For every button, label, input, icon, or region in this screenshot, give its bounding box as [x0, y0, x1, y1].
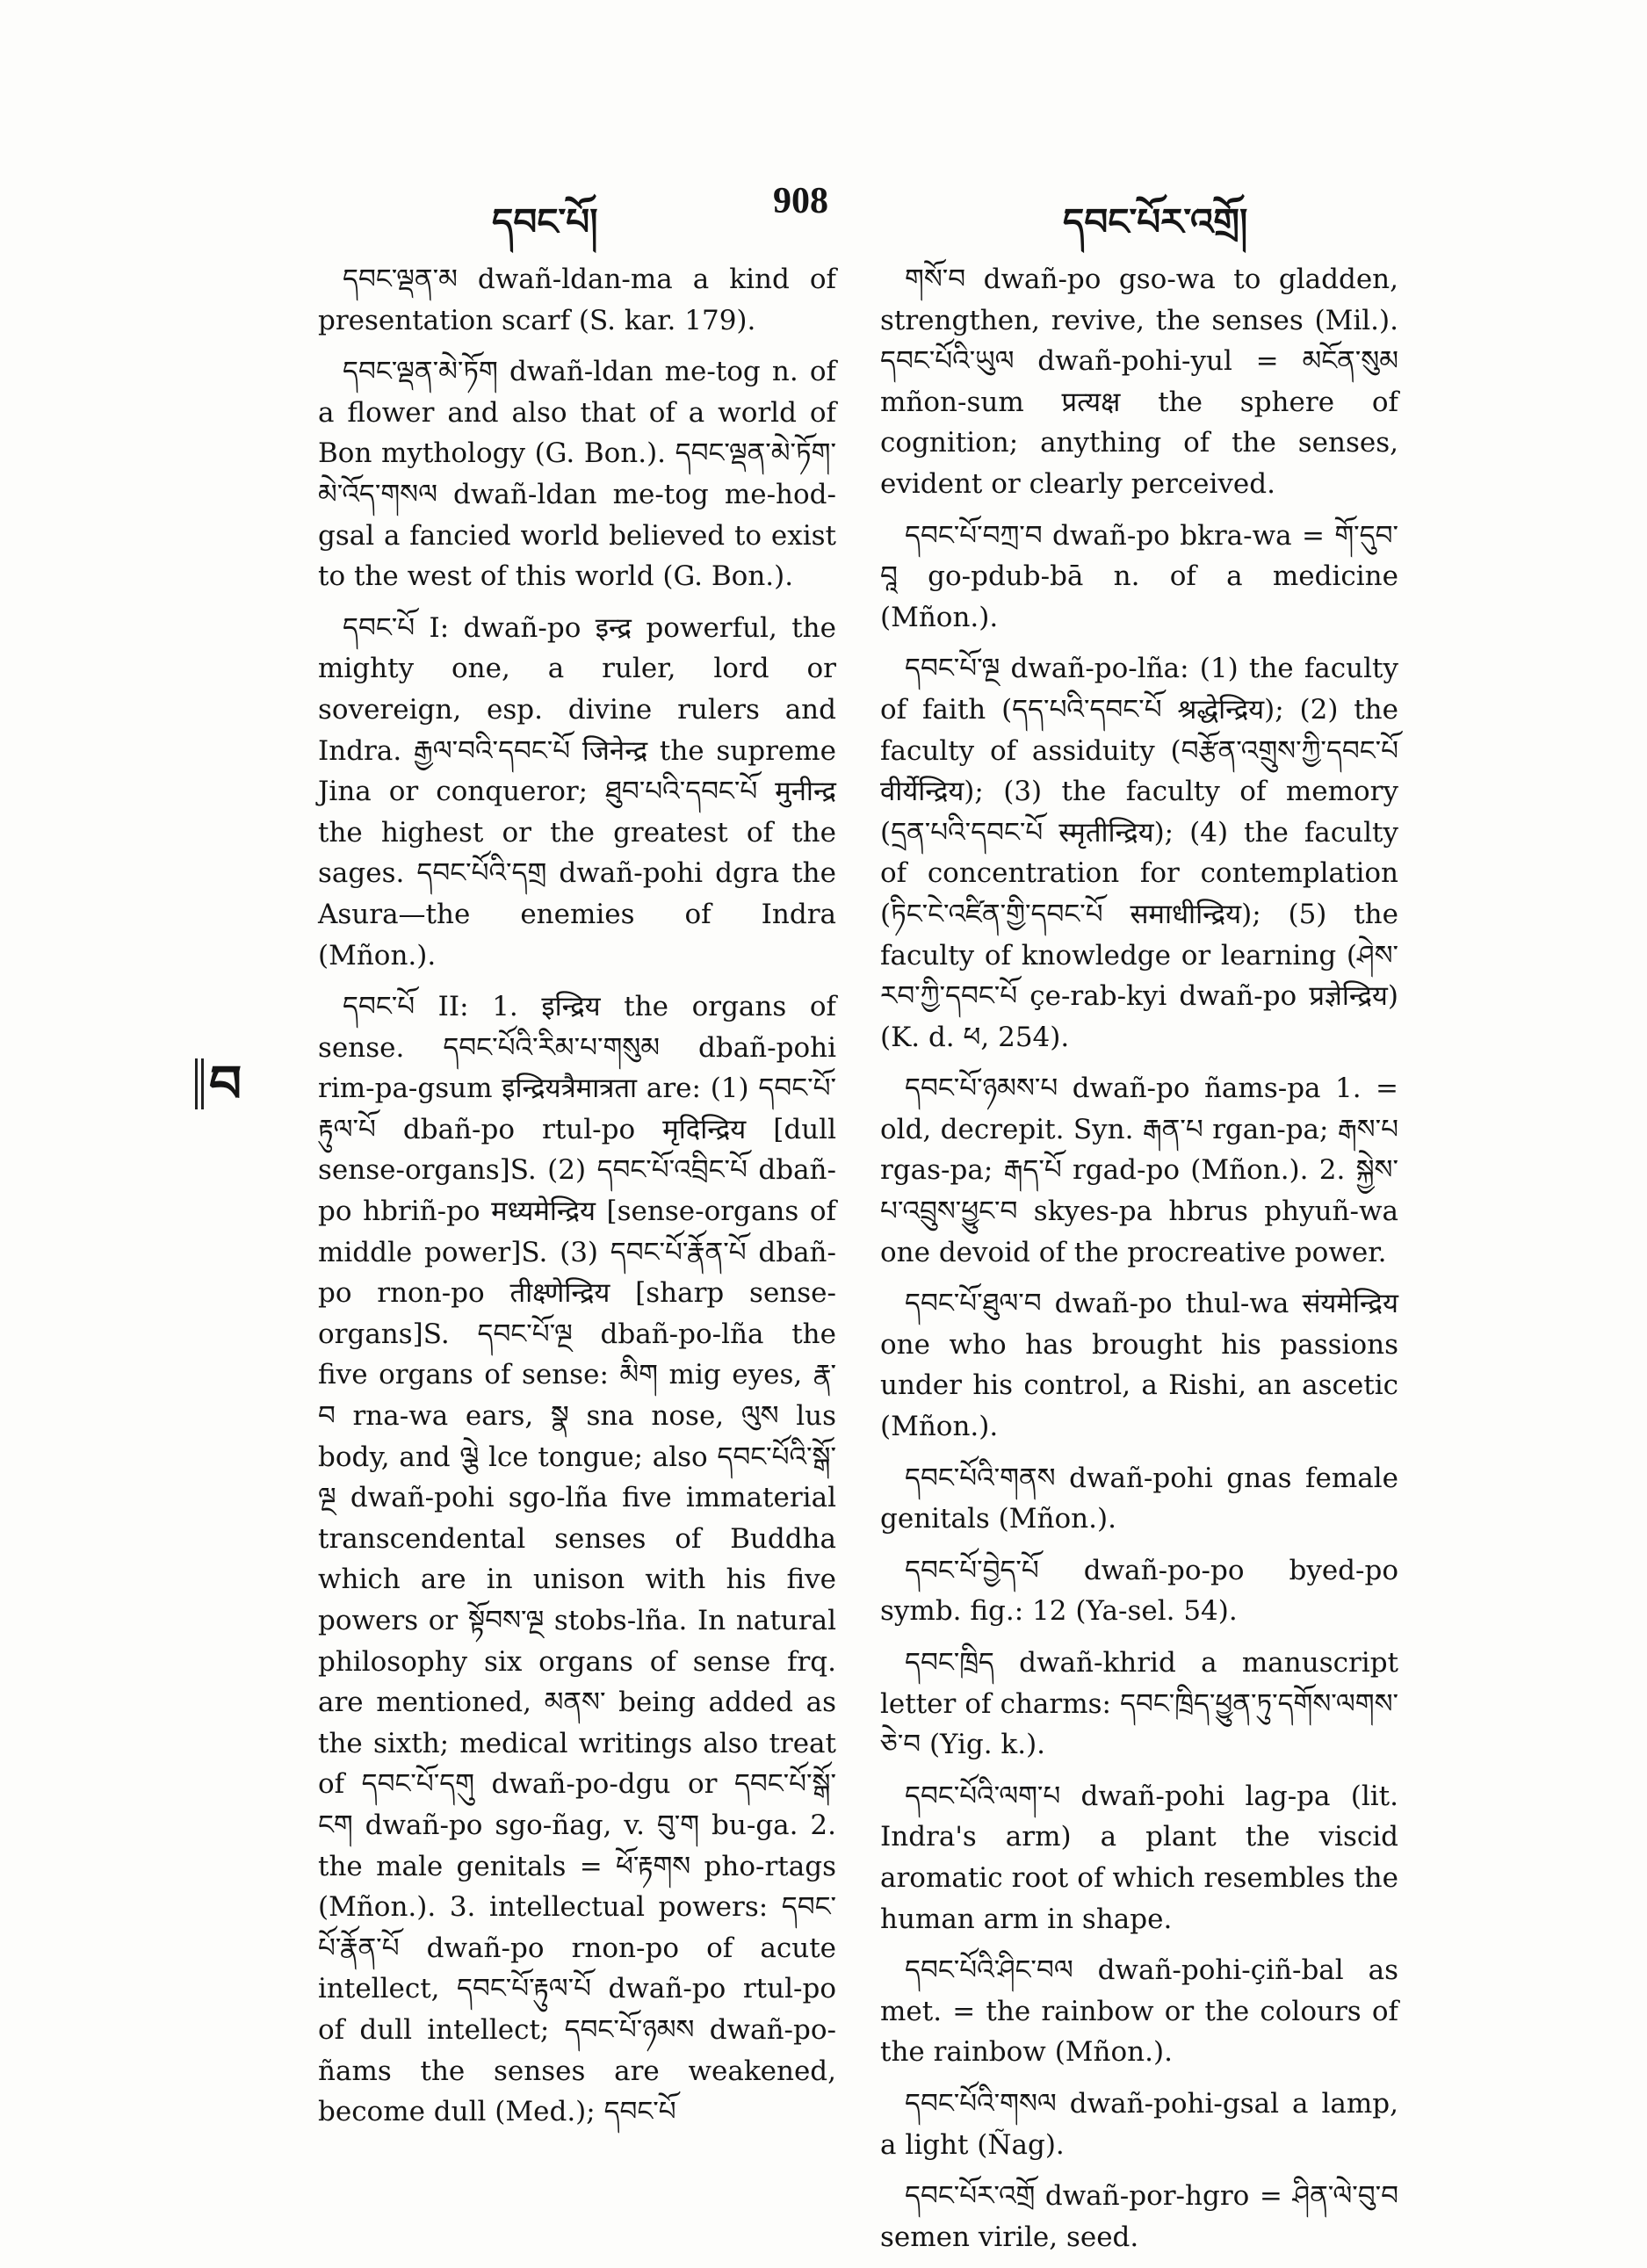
entry-dwan-po-2: དབང་པོ II: 1. इन्द्रिय the organs of sense. དབང་པོའི་རིམ་པ་གསུམ dbañ-pohi rim-pa-gsum इन्द्रियत्रैमात्रता are: (1) དབང་པོ་རྟུལ་པོ dbañ-po rtul-po मृदिन्द्रिय [dull sense-organs]S. (2) དབང་པོ་འབྲིང་པོ dbañ-po hbriñ-po मध्यमेन्द्रिय [sense-organs of middle power]S. (3) དབང་པོ་རྣོན་པོ dbañ-po rnon-po तीक्ष्णेन्द्रिय [sharp sense-organs]S. དབང་པོ་ལྔ dbañ-po-lña the five organs of sense: མིག mig eyes, རྣ་བ rna-wa ears, སྣ sna nose, ལུས lus body, and ལྕེ lce tongue; also དབང་པོའི་སྒོ་ལྔ dwañ-pohi sgo-lña five immaterial transcendental senses of Buddha which are in unison with his five powers or སྟོབས་ལྔ stobs-lña. In natural philosophy six organs of sense frq. are mentioned, མནས་ being added as the sixth; medical writings also treat of དབང་པོ་དགུ dwañ-po-dgu or དབང་པོ་སྒོ་ངག dwañ-po sgo-ñag, v. བུ་ག bu-ga. 2. the male genitals = ཕོ་རྟགས pho-rtags (Mñon.). 3. intellectual powers: དབང་པོ་རྣོན་པོ dwañ-po rnon-po of acute intellect, དབང་པོ་རྟུལ་པོ dwañ-po rtul-po of dull intellect; དབང་པོ་ཉམས dwañ-po-ñams the senses are weakened, become dull (Med.); དབང་པོ	[318, 991, 836, 2128]
right-column	[880, 259, 1398, 2268]
entry-dwan-khrid: དབང་ཁྲིད dwañ-khrid a manuscript letter of charms: དབང་ཁྲིད་ཕྱུན་ཏུ་དགོས་ལགས་ཅེ་བ (Yig. k.).	[880, 1647, 1398, 1761]
entry-dwan-po-thul-wa: དབང་པོ་ཐུལ་བ dwañ-po thul-wa संयमेन्द्रिय one who has brought his passions under his control, a Rishi, an ascetic (Mñon.).	[880, 1288, 1398, 1443]
entry-dwan-pohi-gsal: དབང་པོའི་གསལ dwañ-pohi-gsal a lamp, a light (Ñag).	[880, 2087, 1398, 2161]
page-header	[0, 180, 1647, 243]
entry-dwan-pohi-gnas: དབང་པོའི་གནས dwañ-pohi gnas female genitals (Mñon.).	[880, 1462, 1398, 1535]
entry-dwan-ldan-ma: དབང་ལྡན་མ dwañ-ldan-ma a kind of presentation scarf (S. kar. 179).	[318, 264, 836, 336]
entry-dwan-po-1: དབང་པོ I: dwañ-po इन्द्र powerful, the mighty one, a ruler, lord or sovereign, esp. divine rulers and Indra. རྒྱལ་བའི་དབང་པོ जिनेन्द्र the supreme Jina or conqueror; ཐུབ་པའི་དབང་པོ मुनीन्द्र the highest or the greatest of the sages. དབང་པོའི་དགྲ dwañ-pohi dgra the Asura—the enemies of Indra (Mñon.).	[318, 611, 836, 971]
entry-dwan-po-lna: དབང་པོ་ལྔ dwañ-po-lña: (1) the faculty of faith (དད་པའི་དབང་པོ श्रद्धेन्द्रिय); (2) the faculty of assiduity (བརྩོན་འགྲུས་ཀྱི་དབང་པོ वीर्येन्द्रिय); (3) the faculty of memory (དྲན་པའི་དབང་པོ स्मृतीन्द्रिय); (4) the faculty of concentration for contemplation (ཏིང་ངེ་འཛིན་གྱི་དབང་པོ समाधीन्द्रिय); (5) the faculty of knowledge or learning (ཤེས་རབ་ཀྱི་དབང་པོ çe-rab-kyi dwañ-po प्रज्ञेन्द्रिय) (K. d. ཕ, 254).	[880, 653, 1398, 1053]
entry-dwan-po-bkra-wa: དབང་པོ་བཀྲ་བ dwañ-po bkra-wa = གོ་དུབ་བཱ go-pdub-bā n. of a medicine (Mñon.).	[880, 519, 1398, 633]
page-number: 908	[773, 181, 828, 221]
entry-dwan-po-po-byed-po: དབང་པོ་བྱེད་པོ dwañ-po-po byed-po symb. fig.: 12 (Ya-sel. 54).	[880, 1554, 1398, 1628]
entry-dwan-po-gso-wa: གསོ་བ dwañ-po gso-wa to gladden, strengthen, revive, the senses (Mil.). དབང་པོའི་ཡུལ dwañ-pohi-yul = མངོན་སུམ mñon-sum प्रत्यक्ष the sphere of cognition; anything of the senses, evident or clearly perceived.	[880, 264, 1398, 500]
thumb-index-letter: བ	[195, 1058, 242, 1109]
entry-dwan-pohi-cin-bal: དབང་པོའི་ཤིང་བལ dwañ-pohi-çiñ-bal as met. = the rainbow or the colours of the rainbow (Mñon.).	[880, 1954, 1398, 2069]
running-head-left: དབང་པོ།	[492, 200, 598, 243]
entry-dwan-pohi-lag-pa: དབང་པོའི་ལག་པ dwañ-pohi lag-pa (lit. Indra's arm) a plant the viscid aromatic root of which resembles the human arm in shape.	[880, 1780, 1398, 1935]
entry-dwan-po-nams-pa: དབང་པོ་ཉམས་པ dwañ-po ñams-pa 1. = old, decrepit. Syn. རྒན་པ rgan-pa; རྒས་པ rgas-pa; རྒད་པོ rgad-po (Mñon.). 2. སྐྱེས་པ་འབྲུས་ཕྱུང་བ skyes-pa hbrus phyuñ-wa one devoid of the procreative power.	[880, 1073, 1398, 1268]
entry-dwan-por-hgro: དབང་པོར་འགྲོ dwañ-por-hgro = ཤིན་ལེ་བུ་བ semen virile, seed.	[880, 2180, 1398, 2253]
entry-dwan-ldan-me-tog: དབང་ལྡན་མེ་ཏོག dwañ-ldan me-tog n. of a flower and also that of a world of Bon mythology (G. Bon.). དབང་ལྡན་མེ་ཏོག་མེ་འོད་གསལ dwañ-ldan me-tog me-hod-gsal a fancied world believed to exist to the west of this world (G. Bon.).	[318, 356, 836, 593]
running-head-right: དབང་པོར་འགྲོ།	[1063, 200, 1248, 243]
left-column	[318, 259, 836, 2143]
